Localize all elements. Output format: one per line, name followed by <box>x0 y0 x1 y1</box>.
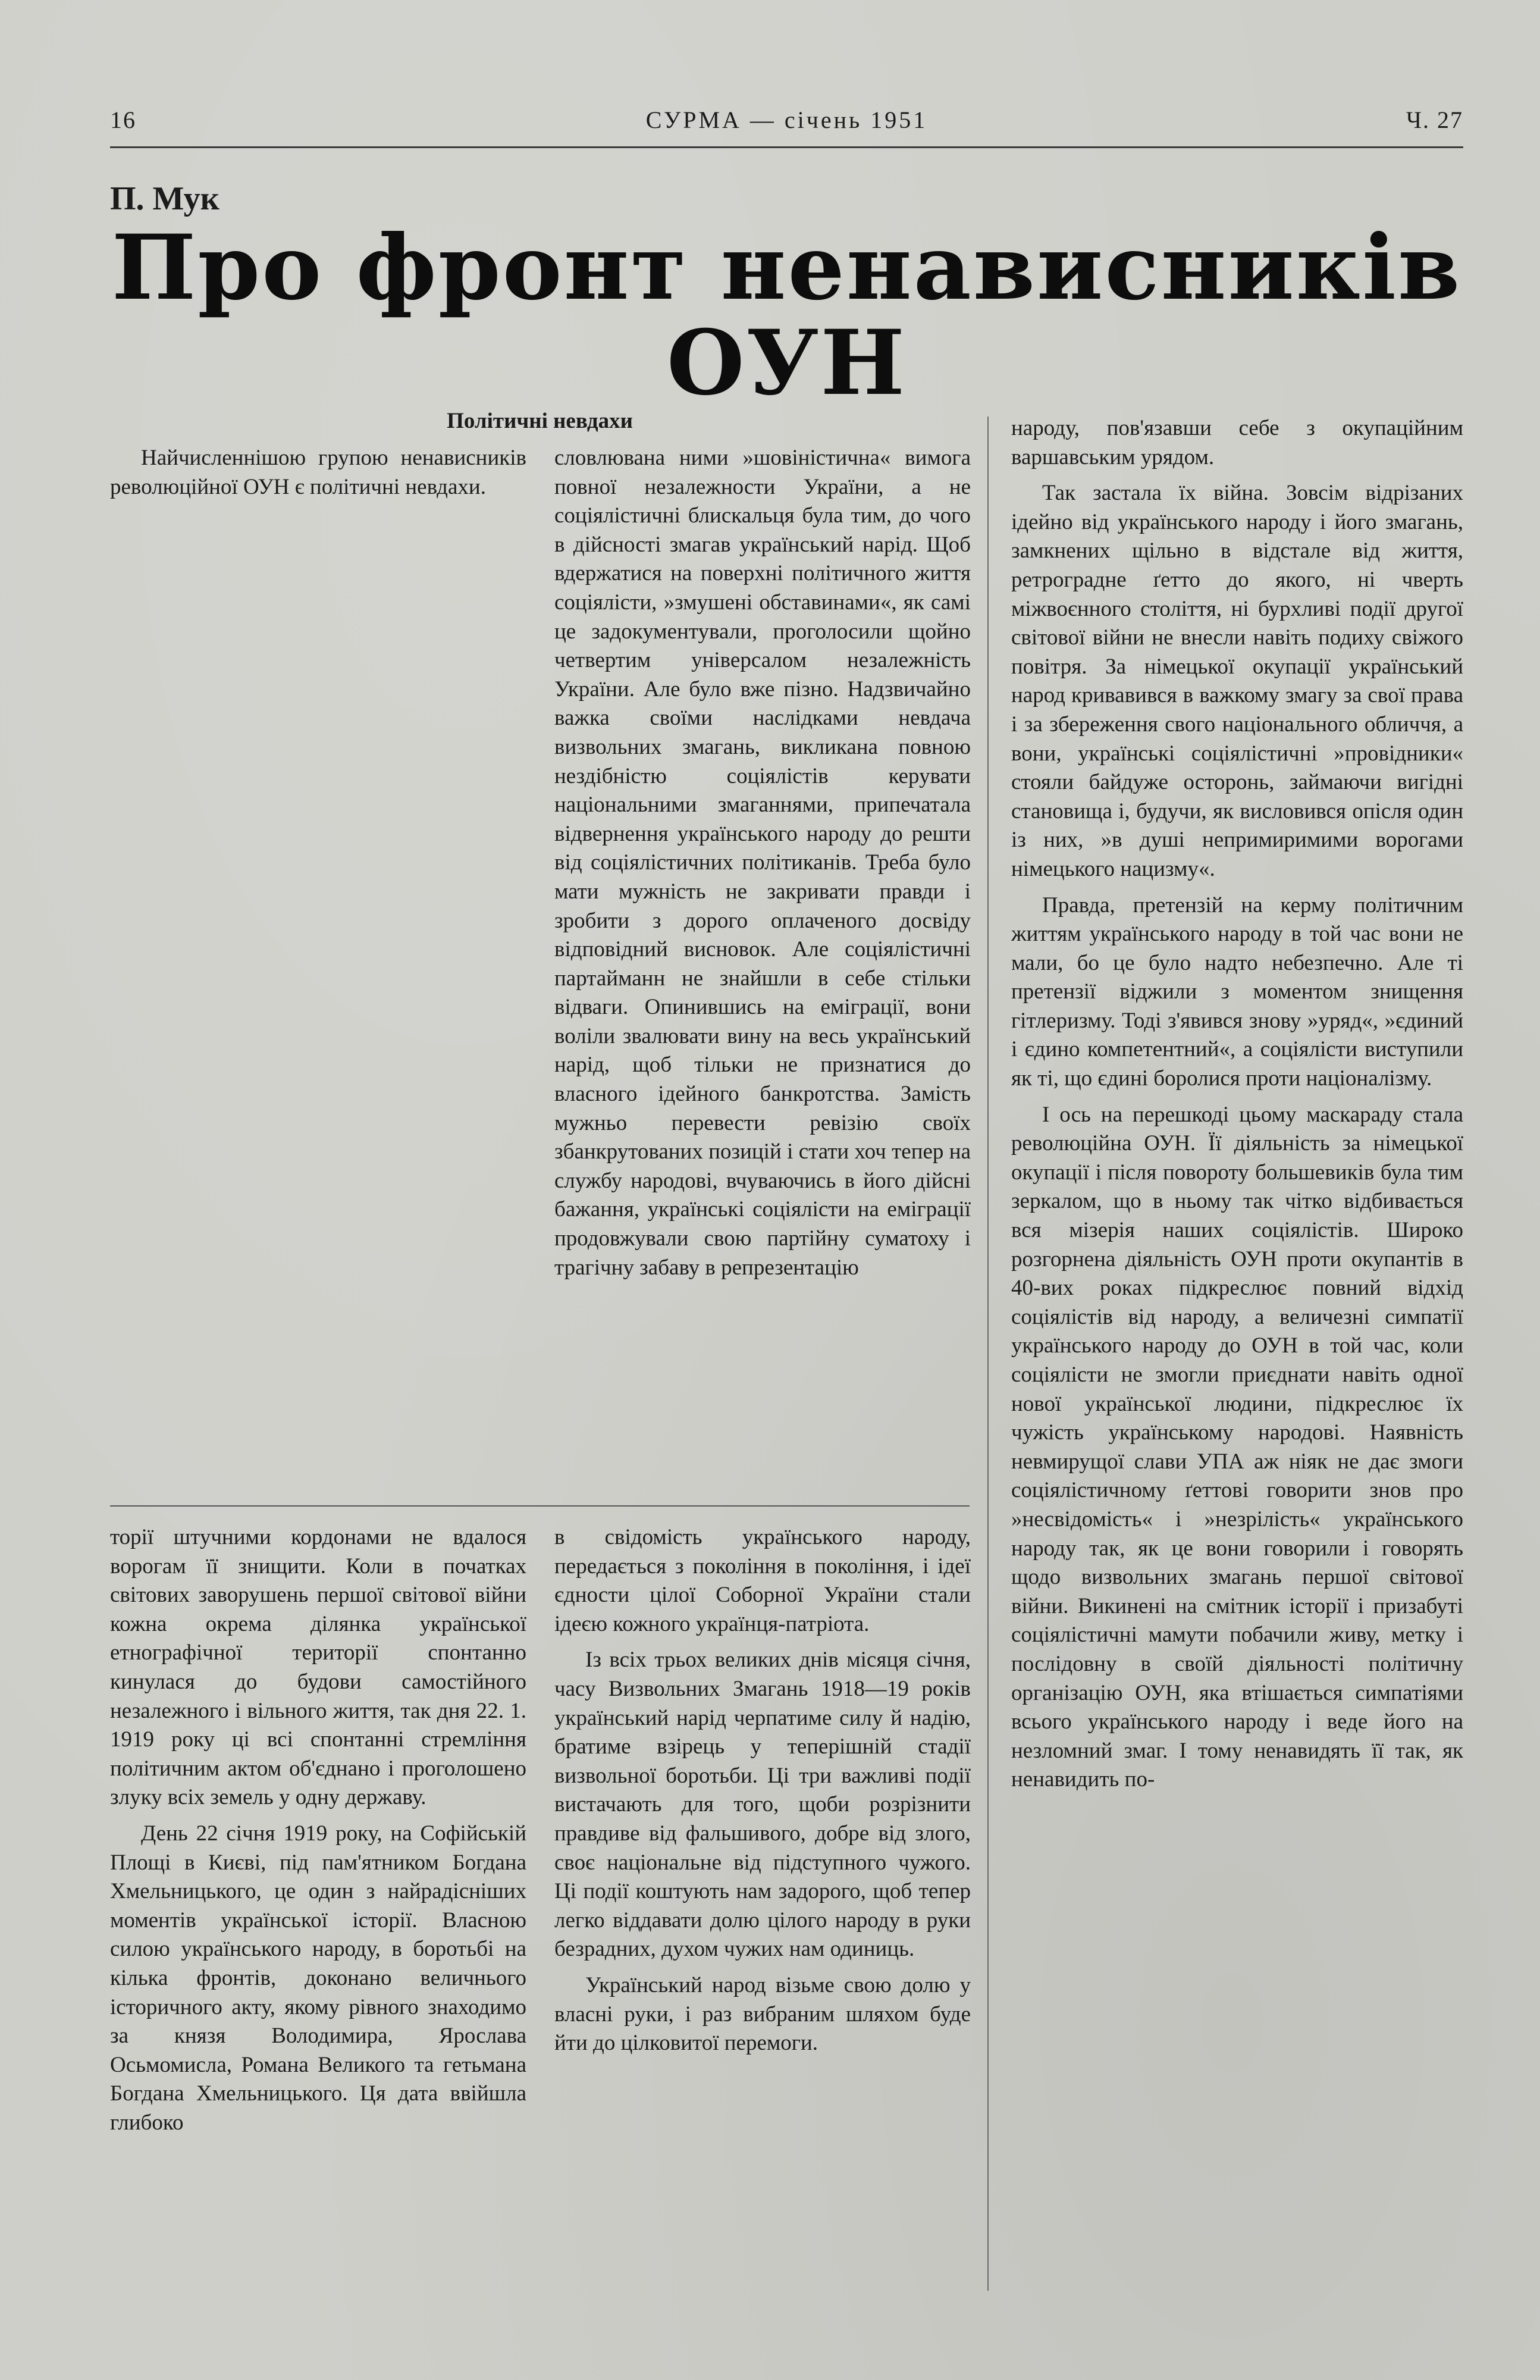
title-line-1: Про фронт ненависників <box>111 215 1462 320</box>
column-3 <box>1011 414 1463 1795</box>
page-number: 16 <box>110 107 136 133</box>
column-1-top <box>110 444 526 502</box>
article-author: П. Мук <box>110 180 219 217</box>
paragraph: І ось на перешкоді цьому маскараду стала революційна ОУН. Її діяльність за німецької окупації і після повороту большевиків була тим зеркалом, що в ньому так чітко відбивається вся мізерія наших соціялістів. Широко розгорнена діяльність ОУН проти окупантів в 40-вих роках підкреслює повний відхід соціялістів від народу, а величезні симпатії українського народу до ОУН в той час, коли соціялісти не змогли приєднати навіть одної нової української людини, підкреслює їх чужість українському народові. Наявність невмирущої слави УПА аж ніяк не дає змоги соціялістичному ґеттові говорити знов про »несвідомість« і »незрілість« українського народу так, як це вони говорили і говорять щодо визвольних змагань першої світової війни. Викинені на смітник історії і призабуті соціялістичні мамути побачили живу, метку і послідовну в своїй діяльності політичну організацію ОУН, яка втішається симпатіями всього українського народу і веде його на незломний змаг. І тому ненавидять її так, як ненавидить по- <box>1011 1102 1463 1792</box>
paragraph: Найчисленнішою групою ненависників революційної ОУН є політичні невдахи. <box>110 446 526 499</box>
column-rule <box>987 416 989 2291</box>
column-2-top <box>554 444 971 1282</box>
paragraph: в свідомість українського народу, передається з покоління в покоління, і ідеї єдности цілої Соборної України стали ідеєю кожного українця-патріота. <box>554 1525 971 1636</box>
header-rule <box>110 146 1463 148</box>
column-1-bottom <box>110 1523 526 2137</box>
section-divider <box>110 1505 970 1507</box>
paragraph: торії штучними кордонами не вдалося ворогам її знищити. Коли в початках світових заворушень першої світової війни кожна окрема ділянка української етнографічної території спонтанно кинулася до будови самостійного незалежного і вільного життя, так дня 22. 1. 1919 року ці всі спонтанні стремління політичним актом об'єднано і проголошено злуку всіх земель у одну державу. <box>110 1525 526 1810</box>
paragraph: Правда, претензій на керму політичним життям українського народу в той час вони не мали, бо це було надто небезпечно. Але ті претензії віджили з моментом знищення гітлеризму. Тоді з'явився знову »уряд«, »єдиний і єдино компетентний«, а соціялісти виступили як ті, що єдині боролися проти націоналізму. <box>1011 892 1463 1091</box>
paragraph: Так застала їх війна. Зовсім відрізаних ідейно від українського народу і його змагань, замкнених щільно в відстале від життя, ретроградне ґетто до якого, ні чверть міжвоєнного століття, ні бурхливі події другої світової війни не внесли навіть подиху свіжого повітря. За німецької окупації український народ кривавився в важкому змагу за свої права і за збереження свого національного обличчя, а вони, українські соціялістичні »провідники« стояли байдуже осторонь, займаючи вигідні становища і, будучи, як висловився опісля один із них, »в душі непримиримими ворогами німецького нацизму«. <box>1011 481 1463 881</box>
column-2-bottom <box>554 1523 971 2058</box>
article-title <box>110 215 1463 415</box>
paragraph: Із всіх трьох великих днів місяця січня, часу Визвольних Змагань 1918—19 років український нарід черпатиме силу й надію, братиме взірець у теперішній стадії визвольної боротьби. Ці три важливі події вистачають для того, щоби розрізнити правдиве від фальшивого, добре від злого, своє національне від підступного чужого. Ці події коштують нам задорого, щоб тепер легко віддавати долю цілого народу в руки безрадних, духом чужих нам одиниць. <box>554 1648 971 1962</box>
title-line-2: ОУН <box>666 311 907 415</box>
running-head <box>110 106 1463 148</box>
paragraph: День 22 січня 1919 року, на Софійській Площі в Києві, під пам'ятником Богдана Хмельницького, це один з найрадісніших моментів української історії. Власною силою українського народу, в боротьбі на кілька фронтів, доконано величнього історичного акту, якому рівного знаходимо за князя Володимира, Ярослава Осьмомисла, Романа Великого та гетьмана Богдана Хмельницького. Ця дата ввійшла глибоко <box>110 1821 526 2135</box>
issue-number: Ч. 27 <box>1406 107 1463 133</box>
paragraph: словлювана ними »шовіністична« вимога повної незалежности України, а не соціялістичні блискальця була тим, до чого в дійсності змагав український нарід. Щоб вдержатися на поверхні політичного життя соціялісти, »змушені обставинами«, як самі це задокументували, проголосили щойно четвертим універсалом незалежність України. Але було вже пізно. Надзвичайно важка своїми наслідками невдача визвольних змагань, викликана повною нездібністю соціялістів керувати національними змаганнями, припечатала відвернення українського народу до решти від соціялістичних політиканів. Треба було мати мужність не закривати правди і зробити з дорого оплаченого досвіду відповідний висновок. Але соціялістичні партайманн не знайшли в себе стільки відваги. Опинившись на еміграції, вони воліли звалювати вину на весь український нарід, щоб тільки не признатися до власного ідейного банкротства. Замість мужньо перевести ревізію своїх збанкрутованих позицій і стати хоч тепер на службу народові, вчуваючись в його дійсні бажання, українські соціялісти на еміграції продовжували свою партійну суматоху і трагічну забаву в репрезентацію <box>554 446 971 1280</box>
publication-line: СУРМА — січень 1951 <box>645 107 928 133</box>
paragraph: Український народ візьме свою долю у власні руки, і раз вибраним шляхом буде йти до цілковитої перемоги. <box>554 1972 971 2056</box>
section-subheading: Політичні невдахи <box>447 409 633 433</box>
paragraph: народу, пов'язавши себе з окупаційним варшавським урядом. <box>1011 416 1463 469</box>
